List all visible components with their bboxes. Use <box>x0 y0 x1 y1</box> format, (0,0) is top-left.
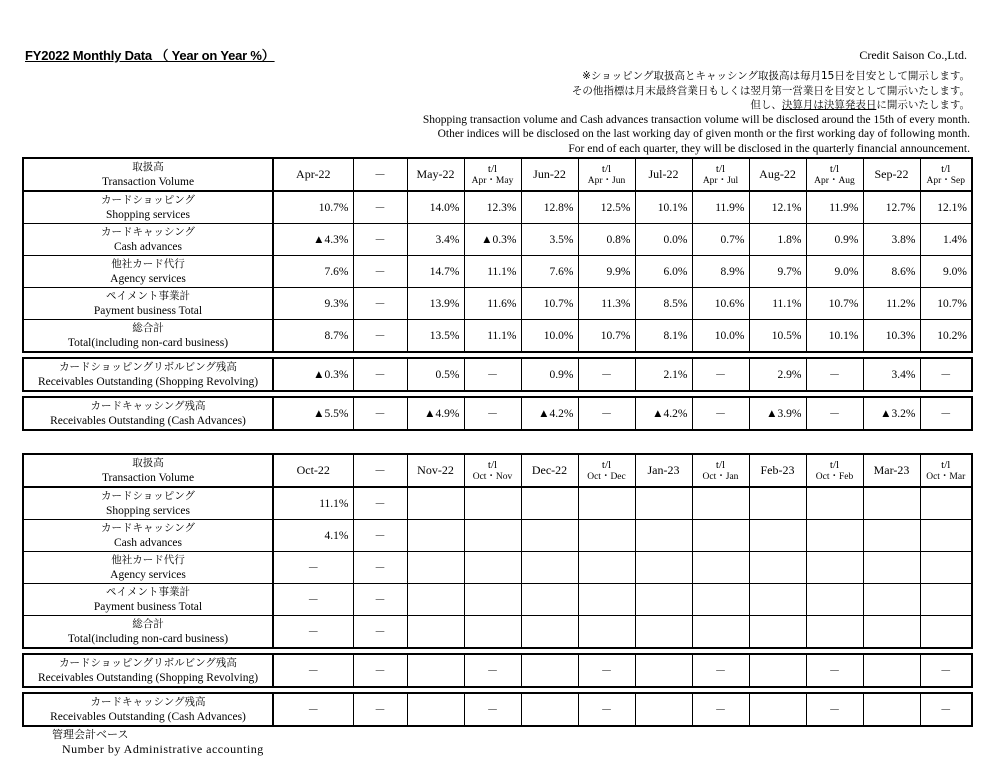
row-label <box>23 584 273 616</box>
balance-row <box>23 397 972 430</box>
table-cell: ▲0.3% <box>273 358 353 391</box>
table-cell: 10.2% <box>920 320 972 353</box>
table-cell: － <box>806 654 863 687</box>
table-h1 <box>22 157 973 431</box>
table-cell: 4.1% <box>273 520 353 552</box>
col-header-period: Oct・Feb <box>815 471 854 482</box>
table-cell: － <box>692 358 749 391</box>
table-cell: ▲5.5% <box>273 397 353 430</box>
col-header-cumulative <box>464 158 521 191</box>
row-label-en: Shopping services <box>105 504 190 517</box>
table-cell: － <box>353 320 407 353</box>
col-header-month: Mar-23 <box>863 454 920 487</box>
table-cell: 11.6% <box>464 288 521 320</box>
col-header-tl: t/l <box>715 458 726 471</box>
table-cell <box>407 616 464 649</box>
col-header-cumulative <box>578 158 635 191</box>
col-header-period: Apr・Aug <box>814 175 855 186</box>
note-jp-3 <box>423 98 970 113</box>
table-cell <box>464 552 521 584</box>
table-cell <box>920 616 972 649</box>
table-row <box>23 584 972 616</box>
table-cell <box>692 584 749 616</box>
table-cell: 12.1% <box>749 191 806 224</box>
table-cell <box>635 584 692 616</box>
table-row <box>23 256 972 288</box>
table-cell: － <box>578 358 635 391</box>
col-header-month: Jan-23 <box>635 454 692 487</box>
row-label-jp: カードショッピングリボルビング残高 <box>59 657 237 669</box>
row-label-jp: 他社カード代行 <box>111 554 185 566</box>
table-cell: 13.5% <box>407 320 464 353</box>
table-cell: － <box>920 654 972 687</box>
table-cell: 3.4% <box>863 358 920 391</box>
table-cell <box>635 654 692 687</box>
table-cell: 10.7% <box>273 191 353 224</box>
note-en-1: Shopping transaction volume and Cash advances transaction volume will be disclosed around the 15th of every month. <box>422 113 970 126</box>
table-cell: ▲0.3% <box>464 224 521 256</box>
table-cell: 14.7% <box>407 256 464 288</box>
balance-row <box>23 693 972 726</box>
table-cell <box>806 520 863 552</box>
table-cell: 0.5% <box>407 358 464 391</box>
row-label-en: Receivables Outstanding (Shopping Revolving) <box>37 671 259 684</box>
note-jp-2: その他指標は月末最終営業日もしくは翌月第一営業日を目安として開示いたします。 <box>571 84 970 97</box>
table-row <box>23 224 972 256</box>
table-cell <box>806 552 863 584</box>
row-label-jp: カードショッピング <box>100 194 196 206</box>
row-label <box>23 397 273 430</box>
note-en-3: For end of each quarter, they will be disclosed in the quarterly financial announcement. <box>568 142 970 155</box>
table-cell: － <box>692 693 749 726</box>
table-cell: 12.7% <box>863 191 920 224</box>
table-cell: 13.9% <box>407 288 464 320</box>
row-label-en: Cash advances <box>113 536 183 549</box>
row-label-en: Payment business Total <box>93 600 203 613</box>
row-label <box>23 358 273 391</box>
table-cell <box>407 520 464 552</box>
table-cell: － <box>273 616 353 649</box>
table-cell <box>521 693 578 726</box>
table-cell: 11.1% <box>464 256 521 288</box>
row-label <box>23 256 273 288</box>
table-cell: 2.1% <box>635 358 692 391</box>
col-header-tl: t/l <box>601 162 612 175</box>
table-cell <box>749 693 806 726</box>
col-header-tl: t/l <box>601 458 612 471</box>
row-label-jp: 総合計 <box>132 322 164 334</box>
header-label <box>23 158 273 191</box>
table-cell <box>578 584 635 616</box>
row-label <box>23 191 273 224</box>
note-jp-3a: 但し、 <box>750 99 782 111</box>
table-cell: 10.7% <box>920 288 972 320</box>
table-cell: 11.1% <box>273 487 353 520</box>
row-label-jp: カードショッピング <box>100 490 196 502</box>
col-header-month: Feb-23 <box>749 454 806 487</box>
table-row <box>23 191 972 224</box>
table-cell <box>521 487 578 520</box>
footer-note <box>52 727 264 757</box>
row-label <box>23 616 273 649</box>
col-header-month: Dec-22 <box>521 454 578 487</box>
table-cell: － <box>353 654 407 687</box>
table-cell: 3.5% <box>521 224 578 256</box>
table-cell <box>635 520 692 552</box>
table-cell: － <box>806 358 863 391</box>
table-cell <box>407 654 464 687</box>
row-label-en: Payment business Total <box>93 304 203 317</box>
table-cell: － <box>464 358 521 391</box>
col-header-month: May-22 <box>407 158 464 191</box>
table-cell: 7.6% <box>273 256 353 288</box>
header-label-en: Transaction Volume <box>101 175 195 188</box>
table-cell: 11.3% <box>578 288 635 320</box>
table-cell: 9.3% <box>273 288 353 320</box>
row-label-en: Cash advances <box>113 240 183 253</box>
table-cell: － <box>920 693 972 726</box>
table-cell <box>920 487 972 520</box>
table-cell <box>635 616 692 649</box>
col-header-cumulative <box>578 454 635 487</box>
row-label-en: Total(including non-card business) <box>67 336 229 349</box>
table-cell: ▲3.9% <box>749 397 806 430</box>
table-cell: 11.2% <box>863 288 920 320</box>
row-label-en: Total(including non-card business) <box>67 632 229 645</box>
table-cell <box>521 552 578 584</box>
table-cell <box>521 520 578 552</box>
col-header-period: Oct・Dec <box>587 471 626 482</box>
table-cell <box>692 487 749 520</box>
table-cell <box>749 520 806 552</box>
disclosure-notes <box>423 69 970 156</box>
col-header-month: Oct-22 <box>273 454 353 487</box>
table-cell: 10.7% <box>578 320 635 353</box>
table-cell: 10.0% <box>521 320 578 353</box>
row-label-jp: カードショッピングリボルビング残高 <box>59 361 237 373</box>
table-cell: ▲3.2% <box>863 397 920 430</box>
table-cell: － <box>464 693 521 726</box>
table-cell: 11.1% <box>464 320 521 353</box>
col-header-period: Oct・Nov <box>472 471 513 482</box>
table-cell <box>806 584 863 616</box>
table-cell: 10.3% <box>863 320 920 353</box>
row-label-en: Shopping services <box>105 208 190 221</box>
table-cell: 12.3% <box>464 191 521 224</box>
table-cell: － <box>692 654 749 687</box>
table-cell <box>635 693 692 726</box>
col-header-tl: t/l <box>941 458 951 471</box>
table-cell: 12.5% <box>578 191 635 224</box>
table-cell <box>920 584 972 616</box>
col-header-cumulative <box>692 158 749 191</box>
row-label-en: Agency services <box>110 272 186 285</box>
table-cell: － <box>353 397 407 430</box>
row-label-en: Receivables Outstanding (Cash Advances) <box>50 710 246 723</box>
col-header-month: Sep-22 <box>863 158 920 191</box>
table-cell: 2.9% <box>749 358 806 391</box>
table-cell: ▲4.2% <box>635 397 692 430</box>
table-cell <box>749 654 806 687</box>
table-cell <box>863 584 920 616</box>
table-cell <box>464 520 521 552</box>
col-header-tl: t/l <box>941 162 951 175</box>
col-header-tl: t/l <box>715 162 726 175</box>
table-cell: 10.1% <box>635 191 692 224</box>
footer-en: Number by Administrative accounting <box>62 742 264 756</box>
table-cell <box>806 487 863 520</box>
table-cell <box>749 552 806 584</box>
row-label-en: Agency services <box>110 568 186 581</box>
table-cell <box>749 487 806 520</box>
table-cell <box>407 552 464 584</box>
table-cell <box>692 616 749 649</box>
note-en-2: Other indices will be disclosed on the last working day of given month or the first working day of following month. <box>437 128 970 140</box>
row-label-jp: ペイメント事業計 <box>106 290 190 302</box>
table-cell: － <box>920 358 972 391</box>
table-cell <box>863 487 920 520</box>
table-cell <box>521 584 578 616</box>
table-cell: － <box>353 552 407 584</box>
table-cell: 8.9% <box>692 256 749 288</box>
table-cell <box>521 616 578 649</box>
table-cell <box>863 520 920 552</box>
table-cell: 9.0% <box>806 256 863 288</box>
table-cell <box>863 552 920 584</box>
table-cell: － <box>692 397 749 430</box>
header-label-jp: 取扱高 <box>132 457 164 469</box>
col-header-period: Apr・Jul <box>702 175 739 186</box>
table-cell <box>578 616 635 649</box>
table-cell <box>521 654 578 687</box>
table-cell <box>692 552 749 584</box>
table-cell <box>407 693 464 726</box>
table-cell: 10.1% <box>806 320 863 353</box>
row-label <box>23 288 273 320</box>
table-cell <box>578 520 635 552</box>
table-cell: 9.0% <box>920 256 972 288</box>
table-cell <box>692 520 749 552</box>
table-cell <box>749 616 806 649</box>
row-label-jp: ペイメント事業計 <box>106 586 190 598</box>
table-cell: － <box>806 693 863 726</box>
col-header-period: Oct・Jan <box>702 471 739 482</box>
table-cell: － <box>353 520 407 552</box>
table-cell <box>635 487 692 520</box>
table-cell: － <box>464 397 521 430</box>
table-cell <box>863 616 920 649</box>
table-cell: 8.7% <box>273 320 353 353</box>
table-cell: － <box>806 397 863 430</box>
note-jp-1: ※ショッピング取扱高とキャッシング取扱高は毎月15日を目安として開示します。 <box>582 70 970 82</box>
col-header-month: Jun-22 <box>521 158 578 191</box>
note-jp-3b: 決算月は決算発表日 <box>781 99 877 111</box>
row-label <box>23 320 273 353</box>
footer-jp: 管理会計ベース <box>52 728 129 741</box>
col-header-month: － <box>353 158 407 191</box>
table-cell: 6.0% <box>635 256 692 288</box>
table-row <box>23 616 972 649</box>
table-cell: 12.8% <box>521 191 578 224</box>
table-cell: － <box>578 654 635 687</box>
col-header-cumulative <box>920 454 972 487</box>
table-cell: 1.4% <box>920 224 972 256</box>
table-cell <box>863 654 920 687</box>
table-cell: 10.7% <box>806 288 863 320</box>
col-header-tl: t/l <box>829 162 840 175</box>
col-header-month: Jul-22 <box>635 158 692 191</box>
table-cell: － <box>578 397 635 430</box>
table-cell: － <box>353 191 407 224</box>
table-h2 <box>22 453 973 727</box>
note-jp-3c: に開示いたします。 <box>876 99 970 111</box>
table-cell <box>635 552 692 584</box>
table-cell <box>920 520 972 552</box>
table-cell <box>578 487 635 520</box>
header-row <box>23 158 972 191</box>
balance-row <box>23 654 972 687</box>
table-cell <box>806 616 863 649</box>
row-label-en: Receivables Outstanding (Shopping Revolving) <box>37 375 259 388</box>
table-cell: － <box>353 224 407 256</box>
company-name: Credit Saison Co.,Ltd. <box>859 48 967 62</box>
row-label-en: Receivables Outstanding (Cash Advances) <box>50 414 246 427</box>
table-cell: 3.4% <box>407 224 464 256</box>
row-label <box>23 487 273 520</box>
col-header-tl: t/l <box>487 458 498 471</box>
page-title: FY2022 Monthly Data （ Year on Year %） <box>25 48 275 63</box>
col-header-cumulative <box>806 454 863 487</box>
table-cell: 14.0% <box>407 191 464 224</box>
table-cell: － <box>273 584 353 616</box>
header-label <box>23 454 273 487</box>
row-label <box>23 654 273 687</box>
table-cell <box>920 552 972 584</box>
table-cell: 8.5% <box>635 288 692 320</box>
table-cell: 11.9% <box>806 191 863 224</box>
col-header-period: Apr・Sep <box>926 175 966 186</box>
row-label <box>23 693 273 726</box>
col-header-period: Apr・May <box>471 175 514 186</box>
header-label-en: Transaction Volume <box>101 471 195 484</box>
table-cell: － <box>273 693 353 726</box>
table-cell: 1.8% <box>749 224 806 256</box>
col-header-month: Aug-22 <box>749 158 806 191</box>
row-label <box>23 552 273 584</box>
table-cell: 12.1% <box>920 191 972 224</box>
table-cell: － <box>353 693 407 726</box>
row-label-jp: 他社カード代行 <box>111 258 185 270</box>
table-cell: － <box>920 397 972 430</box>
table-cell: － <box>353 256 407 288</box>
table-cell <box>749 584 806 616</box>
table-cell: 9.7% <box>749 256 806 288</box>
table-cell: － <box>353 358 407 391</box>
table-cell: ▲4.3% <box>273 224 353 256</box>
table-cell: － <box>353 487 407 520</box>
table-cell <box>464 616 521 649</box>
table-cell: 8.1% <box>635 320 692 353</box>
table-cell: － <box>578 693 635 726</box>
table-cell: 0.9% <box>806 224 863 256</box>
col-header-month: Nov-22 <box>407 454 464 487</box>
table-cell: 0.8% <box>578 224 635 256</box>
table-cell: 10.6% <box>692 288 749 320</box>
col-header-cumulative <box>920 158 972 191</box>
table-cell: 9.9% <box>578 256 635 288</box>
table-cell: － <box>464 654 521 687</box>
table-cell: 0.7% <box>692 224 749 256</box>
row-label-jp: カードキャッシング <box>100 226 196 238</box>
col-header-tl: t/l <box>487 162 498 175</box>
col-header-month: － <box>353 454 407 487</box>
table-cell: 11.1% <box>749 288 806 320</box>
col-header-tl: t/l <box>829 458 840 471</box>
table-cell <box>464 584 521 616</box>
table-cell <box>464 487 521 520</box>
table-cell: 8.6% <box>863 256 920 288</box>
row-label-jp: 総合計 <box>132 618 164 630</box>
table-cell <box>863 693 920 726</box>
table-cell: 3.8% <box>863 224 920 256</box>
table-cell: 0.9% <box>521 358 578 391</box>
row-label <box>23 224 273 256</box>
table-cell: 10.0% <box>692 320 749 353</box>
table-row <box>23 320 972 353</box>
col-header-cumulative <box>464 454 521 487</box>
row-label-jp: カードキャッシング残高 <box>90 400 206 412</box>
col-header-month: Apr-22 <box>273 158 353 191</box>
col-header-cumulative <box>692 454 749 487</box>
table-cell: 10.5% <box>749 320 806 353</box>
table-cell <box>407 584 464 616</box>
table-cell: － <box>273 552 353 584</box>
row-label-jp: カードキャッシング残高 <box>90 696 206 708</box>
row-label <box>23 520 273 552</box>
table-cell: 0.0% <box>635 224 692 256</box>
table-cell: － <box>353 616 407 649</box>
table-cell: 11.9% <box>692 191 749 224</box>
table-cell: ▲4.2% <box>521 397 578 430</box>
table-cell: ▲4.9% <box>407 397 464 430</box>
table-row <box>23 487 972 520</box>
table-cell: － <box>273 654 353 687</box>
table-cell: 10.7% <box>521 288 578 320</box>
row-label-jp: カードキャッシング <box>100 522 196 534</box>
table-row <box>23 552 972 584</box>
col-header-cumulative <box>806 158 863 191</box>
table-cell: － <box>353 288 407 320</box>
col-header-period: Oct・Mar <box>926 471 966 482</box>
table-cell: 7.6% <box>521 256 578 288</box>
table-cell: － <box>353 584 407 616</box>
table-row <box>23 520 972 552</box>
balance-row <box>23 358 972 391</box>
header-label-jp: 取扱高 <box>132 161 164 173</box>
table-cell <box>407 487 464 520</box>
table-row <box>23 288 972 320</box>
header-row <box>23 454 972 487</box>
col-header-period: Apr・Jun <box>587 175 626 186</box>
table-cell <box>578 552 635 584</box>
